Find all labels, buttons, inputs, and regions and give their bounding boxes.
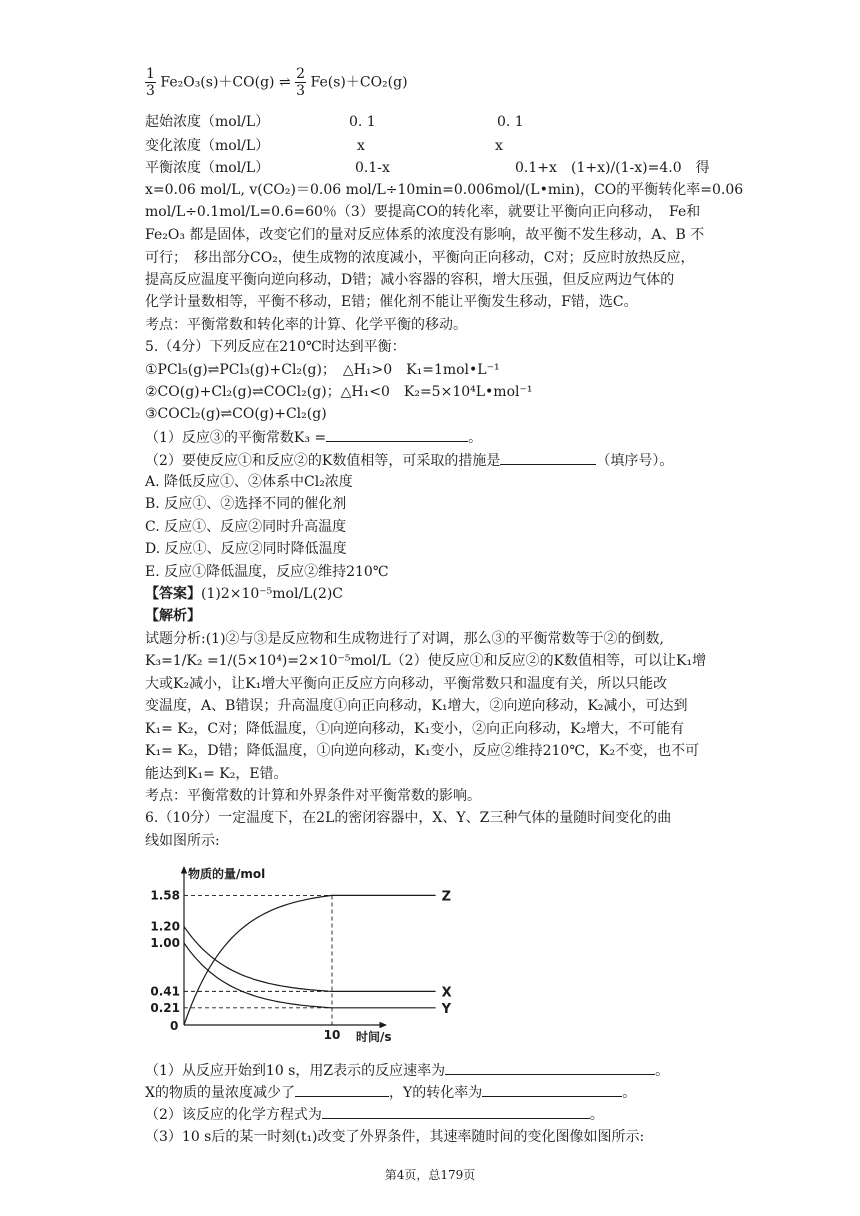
q5-analysis-3: 大或K₂减小，让K₁增大平衡向正反应方向移动，平衡常数只和温度有关，所以只能改 <box>145 676 668 692</box>
q6-sub-1b: X的物质的量浓度减少了 ，Y的转化率为 。 <box>145 1082 720 1103</box>
y-tick-label: 1.58 <box>150 888 180 903</box>
q5-reaction-2: ②CO(g)+Cl₂(g)⇌COCl₂(g)；△H₁<0 K₂=5×10⁴L•mol⁻¹ <box>145 384 533 400</box>
q5-option-c: C. 反应①、反应②同时升高温度 <box>145 519 347 535</box>
y-tick-label: 0 <box>170 1019 179 1033</box>
table-row-change: 变化浓度（mol/L） x x <box>145 138 503 154</box>
q6-line-1: 6.（10分）一定温度下，在2L的密闭容器中，X、Y、Z三种气体的量随时间变化的曲 <box>145 810 672 826</box>
q5-option-b: B. 反应①、②选择不同的催化剂 <box>145 496 347 512</box>
series-y-curve <box>184 943 436 1008</box>
q5-analysis-7: 能达到K₁= K₂，E错。 <box>145 766 288 782</box>
series-x-curve <box>184 927 436 992</box>
q4-line-5: 提高反应温度平衡向逆向移动，D错；减小容器的容积，增大压强，但反应两边气体的 <box>145 272 675 288</box>
equation-right: Fe(s)＋CO₂(g) <box>310 74 408 91</box>
series-y-label: Y <box>441 1001 452 1017</box>
table-row-initial: 起始浓度（mol/L） 0. 1 0. 1 <box>145 114 524 130</box>
q6-sub-1: （1）从反应开始到10 s，用Z表示的反应速率为 。 <box>145 1060 720 1081</box>
q5-reaction-1: ①PCl₅(g)⇌PCl₃(g)+Cl₂(g)； △H₁>0 K₁=1mol•L⁻¹ <box>145 362 500 378</box>
q4-kaodian: 考点：平衡常数和转化率的计算、化学平衡的移动。 <box>145 317 467 333</box>
y-tick-label: 0.41 <box>150 984 180 999</box>
q5-title: 5.（4分）下列反应在210℃时达到平衡： <box>145 339 406 355</box>
q5-sub-1: （1）反应③的平衡常数K₃ = 。 <box>145 427 720 448</box>
x-tick-label: 10 <box>323 1028 341 1042</box>
y-tick-label: 1.20 <box>150 919 180 934</box>
page-footer: 第4页，总179页 <box>384 1168 476 1182</box>
series-z-label: Z <box>441 889 452 905</box>
q5-analysis-1: 试题分析:(1)②与③是反应物和生成物进行了对调，那么③的平衡常数等于②的倒数, <box>145 631 664 647</box>
reaction-equation <box>145 66 408 99</box>
equation-left: Fe₂O₃(s)＋CO(g) <box>160 74 275 91</box>
q4-line-4: 可行； 移出部分CO₂，使生成物的浓度减小，平衡向正向移动，C对；反应时放热反应， <box>145 250 695 266</box>
amount-time-chart <box>140 855 452 1055</box>
equilibrium-arrow: ⇌ <box>278 74 291 91</box>
q5-sub-2: （2）要使反应①和反应②的K数值相等，可采取的措施是 （填序号）。 <box>145 450 720 471</box>
q5-answer: 【答案】(1)2×10⁻⁵mol/L(2)C <box>145 586 344 602</box>
y-axis-label: 物质的量/mol <box>188 867 266 881</box>
table-row-equilibrium: 平衡浓度（mol/L） 0.1-x 0.1+x (1+x)/(1-x)=4.0 得 <box>145 160 710 176</box>
q6-sub-2: （2）该反应的化学方程式为 。 <box>145 1104 720 1125</box>
q5-option-a: A. 降低反应①、②体系中Cl₂浓度 <box>145 474 353 490</box>
answer-blank[interactable] <box>295 1082 389 1097</box>
y-tick-label: 0.21 <box>150 1000 180 1015</box>
answer-blank[interactable] <box>322 1104 590 1119</box>
x-axis-label: 时间/s <box>356 1030 392 1044</box>
answer-blank[interactable] <box>482 1082 622 1097</box>
fraction-two-thirds: $\frac{2}{3}$ <box>296 66 306 99</box>
answer-blank[interactable] <box>500 450 596 465</box>
q5-analysis-6: K₁= K₂，D错；降低温度，①向逆向移动，K₁变小，反应②维持210℃，K₂不变，也不可 <box>145 743 700 759</box>
q5-analysis-tag: 【解析】 <box>145 608 201 624</box>
q4-line-6: 化学计量数相等，平衡不移动，E错；催化剂不能让平衡发生移动，F错，选C。 <box>145 294 638 310</box>
fraction-one-third: $\frac{1}{3}$ <box>146 66 155 99</box>
answer-blank[interactable] <box>445 1060 655 1075</box>
q5-analysis-4: 变温度，A、B错误；升高温度①向正向移动，K₁增大，②向逆向移动，K₂减小，可达到 <box>145 698 688 714</box>
q5-option-d: D. 反应①、反应②同时降低温度 <box>145 541 347 557</box>
q5-reaction-3: ③COCl₂(g)⇌CO(g)+Cl₂(g) <box>145 406 327 422</box>
q4-line-3: Fe₂O₃ 都是固体，改变它们的量对反应体系的浓度没有影响，故平衡不发生移动，A、B 不 <box>145 227 705 243</box>
q5-kaodian: 考点：平衡常数的计算和外界条件对平衡常数的影响。 <box>145 788 481 804</box>
q4-line-2: mol/L÷0.1mol/L=0.6=60％（3）要提高CO的转化率，就要让平衡向正向移动， Fe和 <box>145 204 701 220</box>
q6-sub-3: （3）10 s后的某一时刻(t₁)改变了外界条件，其速率随时间的变化图像如图所示: <box>145 1129 645 1145</box>
q6-line-2: 线如图所示: <box>145 833 220 849</box>
q5-analysis-2: K₃=1/K₂ =1/(5×10⁴)=2×10⁻⁵mol/L（2）使反应①和反应②的K数值相等，可以让K₁增 <box>145 653 707 669</box>
y-tick-label: 1.00 <box>150 936 180 950</box>
series-x-label: X <box>441 985 452 1001</box>
answer-blank[interactable] <box>326 427 468 442</box>
q5-analysis-5: K₁= K₂，C对；降低温度，①向逆向移动，K₁变小，②向正向移动，K₂增大，不可能有 <box>145 721 685 737</box>
q4-line-1: x=0.06 mol/L, v(CO₂)＝0.06 mol/L÷10min=0.006mol/(L•min)，CO的平衡转化率=0.06 <box>145 182 744 198</box>
q5-option-e: E. 反应①降低温度，反应②维持210℃ <box>145 564 389 580</box>
